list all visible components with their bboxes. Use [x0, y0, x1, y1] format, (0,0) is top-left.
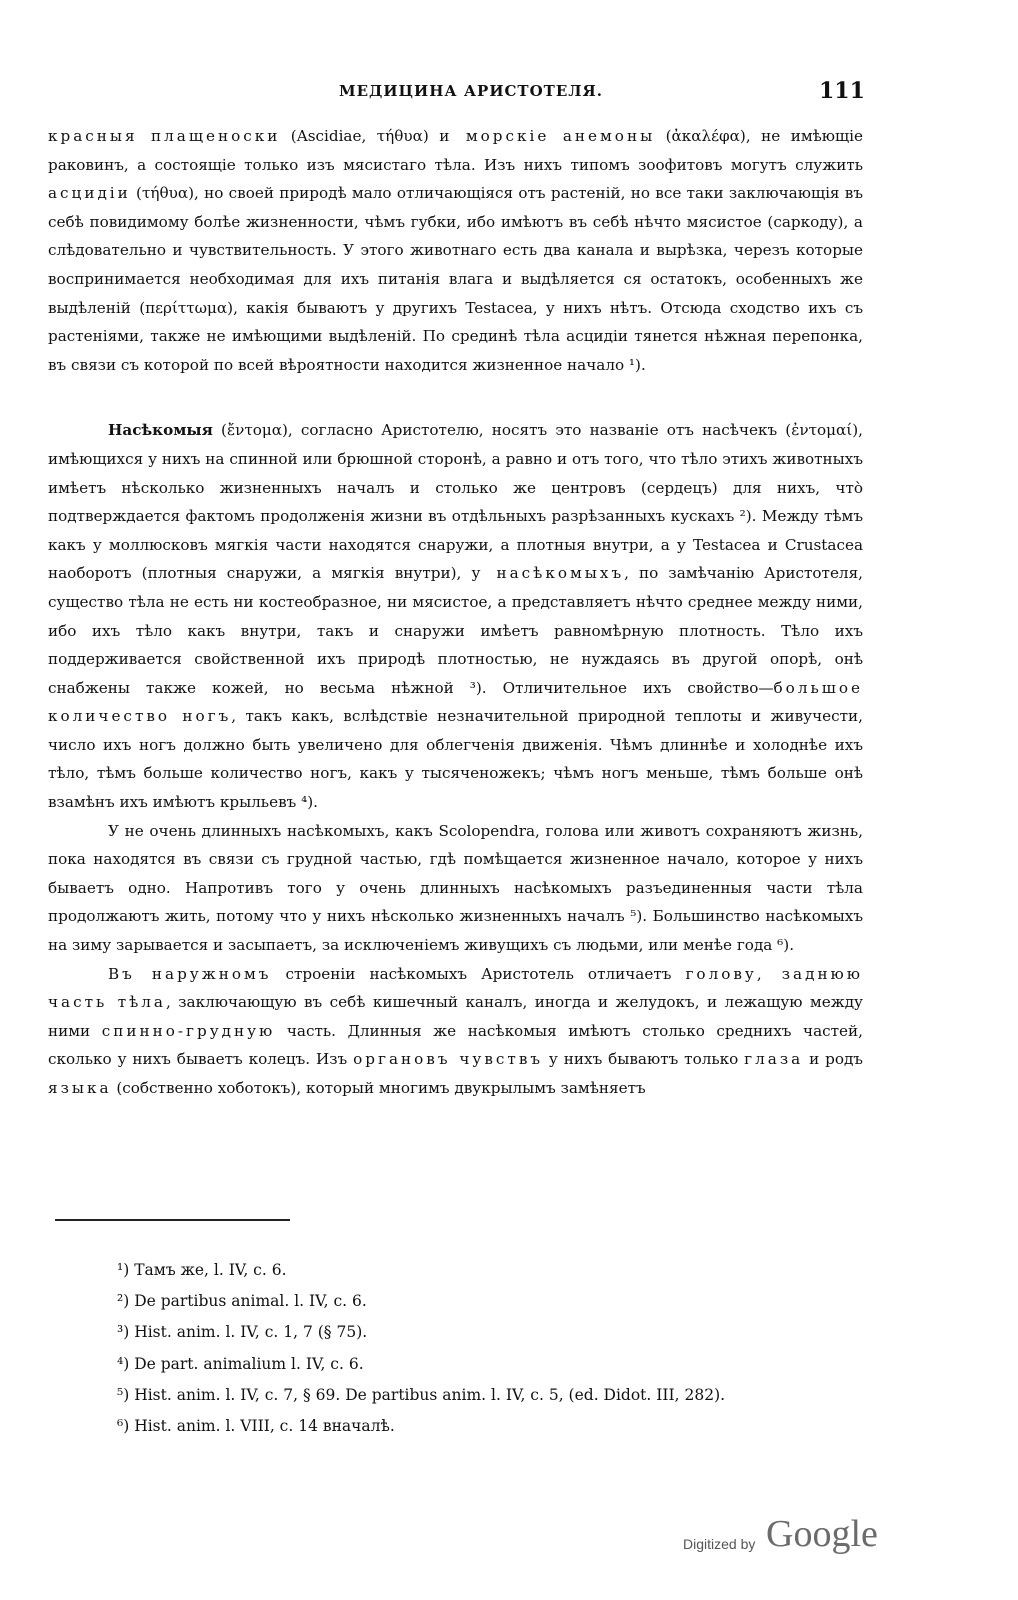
footnote-4	[117, 1349, 877, 1380]
spaced-emphasis: спинно-грудную	[101, 1021, 276, 1040]
footnote-mark: ⁶)	[117, 1417, 130, 1436]
spaced-emphasis: Въ наружномъ	[108, 964, 272, 983]
footnote-mark: ³)	[117, 1323, 130, 1342]
text-run: (ἔντομα), согласно Аристотелю, носятъ это названіе отъ насѣчекъ (ἐντομαί), имѣющихся у нихъ на спинной или брюшной сторонѣ, а равно и отъ того, что тѣло этихъ животныхъ имѣетъ нѣсколько жизненныхъ началъ и столько же центровъ (сердецъ) для нихъ, что̀ подтверждается фактомъ продолженія жизни въ отдѣльныхъ разрѣзанныхъ кускахъ ²). Между тѣмъ какъ у моллюсковъ мягкія части находятся снаружи, а плотныя внутри, а у Testacea и Crustacea наоборотъ (плотныя снаружи, а мягкія внутри),	[48, 421, 863, 583]
text-run: у нихъ бываютъ только	[543, 1050, 745, 1069]
text-run: У не очень длинныхъ насѣкомыхъ, какъ Scolopendra, голова или животъ сохраняютъ жизнь, пока находятся въ связи съ грудной частью, гдѣ помѣщается жизненное начало, которое у нихъ бываетъ одно. Напротивъ того у очень длинныхъ насѣкомыхъ разъединенныя части тѣла продолжаютъ жить, потому что у нихъ нѣсколько жизненныхъ началъ ⁵). Большинство насѣкомыхъ на зиму зарывается и засыпаетъ, за исключеніемъ живущихъ съ людьми, или менѣе года ⁶).	[48, 821, 863, 955]
watermark-prefix: Digitized by	[683, 1536, 756, 1552]
spaced-emphasis: и морскіе анемоны	[439, 127, 656, 145]
bold-term: Насѣкомыя	[108, 421, 213, 440]
footnote-text: De partibus animal. l. IV, c. 6.	[134, 1292, 367, 1311]
footnote-mark: ⁵)	[117, 1385, 130, 1404]
paragraph-insects-life	[48, 817, 863, 960]
spaced-emphasis: у насѣкомыхъ	[471, 564, 625, 583]
spaced-emphasis: глаза	[744, 1050, 804, 1069]
page-header	[0, 78, 1018, 108]
spaced-emphasis: красныя плащеноски	[48, 127, 281, 145]
digitized-watermark	[683, 1512, 903, 1572]
spaced-emphasis: асцидіи	[48, 184, 131, 203]
running-title: МЕДИЦИНА АРИСТОТЕЛЯ.	[339, 82, 603, 100]
footnote-text: De part. animalium l. IV, c. 6.	[134, 1354, 364, 1373]
footnote-text: Тамъ же, l. IV, c. 6.	[134, 1261, 287, 1279]
text-run: (собственно хоботокъ), который многимъ двукрылымъ замѣняетъ	[111, 1079, 646, 1097]
footnote-6	[117, 1411, 877, 1442]
footnote-mark: ¹)	[117, 1261, 130, 1279]
footnote-2	[117, 1286, 877, 1317]
page-number: 111	[819, 78, 865, 104]
text-run: (ἀκαλέφα), не имѣющіе раковинъ, а состоящіе только изъ мясистаго тѣла. Изъ нихъ типомъ зоофитовъ могутъ служить	[48, 127, 863, 174]
paragraph-insects-structure	[48, 960, 863, 1103]
text-run: (τήθυα), но своей природѣ мало отличающіяся отъ растеній, но все таки заключающія въ себѣ повидимому болѣе жизненности, чѣмъ губки, ибо имѣютъ въ себѣ нѣчто мясистое (саркоду), а слѣдовательно и чувствительность. У этого животнаго есть два канала и вырѣзка, черезъ которые воспринимается необходимая для ихъ питанія влага и выдѣляется ся остатокъ, особенныхъ же выдѣленій (περίττωμα), какія бываютъ у другихъ Testacea, у нихъ нѣтъ. Отсюда сходство ихъ съ растеніями, также не имѣющими выдѣленій. По срединѣ тѣла асцидіи тянется нѣжная перепонка, въ связи съ которой по всей вѣроятности находится жизненное начало ¹).	[48, 184, 863, 374]
footnotes	[117, 1255, 877, 1442]
footnote-1	[117, 1255, 877, 1286]
body-text	[48, 122, 863, 1103]
text-run: строеніи насѣкомыхъ Аристотель отличаетъ	[271, 964, 686, 983]
footnote-text: Hist. anim. l. IV, c. 7, § 69. De partibus anim. l. IV, c. 5, (ed. Didot. III, 282).	[134, 1385, 726, 1404]
paragraph-ascidians	[48, 122, 863, 379]
text-run: (Ascidiae, τήθυα)	[280, 127, 440, 145]
footnote-mark: ²)	[117, 1292, 130, 1311]
text-run: и родъ	[803, 1050, 863, 1069]
footnote-mark: ⁴)	[117, 1354, 130, 1373]
text-run: , по замѣчанію Аристотеля, существо тѣла не есть ни костеобразное, ни мясистое, а представляетъ нѣчто среднее между ними, ибо ихъ тѣло какъ внутри, такъ и снаружи имѣетъ равномѣрную плотность. Тѣло ихъ поддерживается свойственной ихъ природѣ плотностью, не нуждаясь въ другой опорѣ, онѣ снабжены также кожей, но весьма нѣжной ³). Отличительное ихъ свойство—	[48, 564, 863, 697]
text-run: , такъ какъ, вслѣдствіе незначительной природной теплоты и живучести, число ихъ ногъ должно быть увеличено для облегченія движенія. Чѣмъ длиннѣе и холоднѣе ихъ тѣло, тѣмъ больше количество ногъ, какъ у тысяченожекъ; чѣмъ ногъ меньше, тѣмъ больше онѣ взамѣнъ ихъ имѣютъ крыльевъ ⁴).	[48, 707, 863, 812]
footnote-text: Hist. anim. l. IV, c. 1, 7 (§ 75).	[134, 1323, 368, 1342]
footnote-5	[117, 1380, 877, 1411]
spaced-emphasis: голову, заднюю часть тѣла	[48, 964, 864, 1012]
google-logo: Google	[766, 1513, 878, 1555]
footnote-rule	[55, 1219, 290, 1221]
spaced-emphasis: большое количество ногъ	[48, 678, 863, 726]
text-run: , заключающую въ себѣ кишечный каналъ, иногда и желудокъ, и лежащую между ними	[48, 993, 863, 1040]
spaced-emphasis: языка	[48, 1079, 112, 1097]
spaced-emphasis: органовъ чувствъ	[353, 1050, 544, 1069]
footnote-text: Hist. anim. l. VIII, c. 14 вначалѣ.	[134, 1417, 395, 1436]
footnote-3	[117, 1317, 877, 1348]
paragraph-insects-intro	[48, 416, 863, 816]
text-run: часть. Длинныя же насѣкомыя имѣютъ столько среднихъ частей, сколько у нихъ бываетъ колецъ. Изъ	[48, 1021, 863, 1069]
